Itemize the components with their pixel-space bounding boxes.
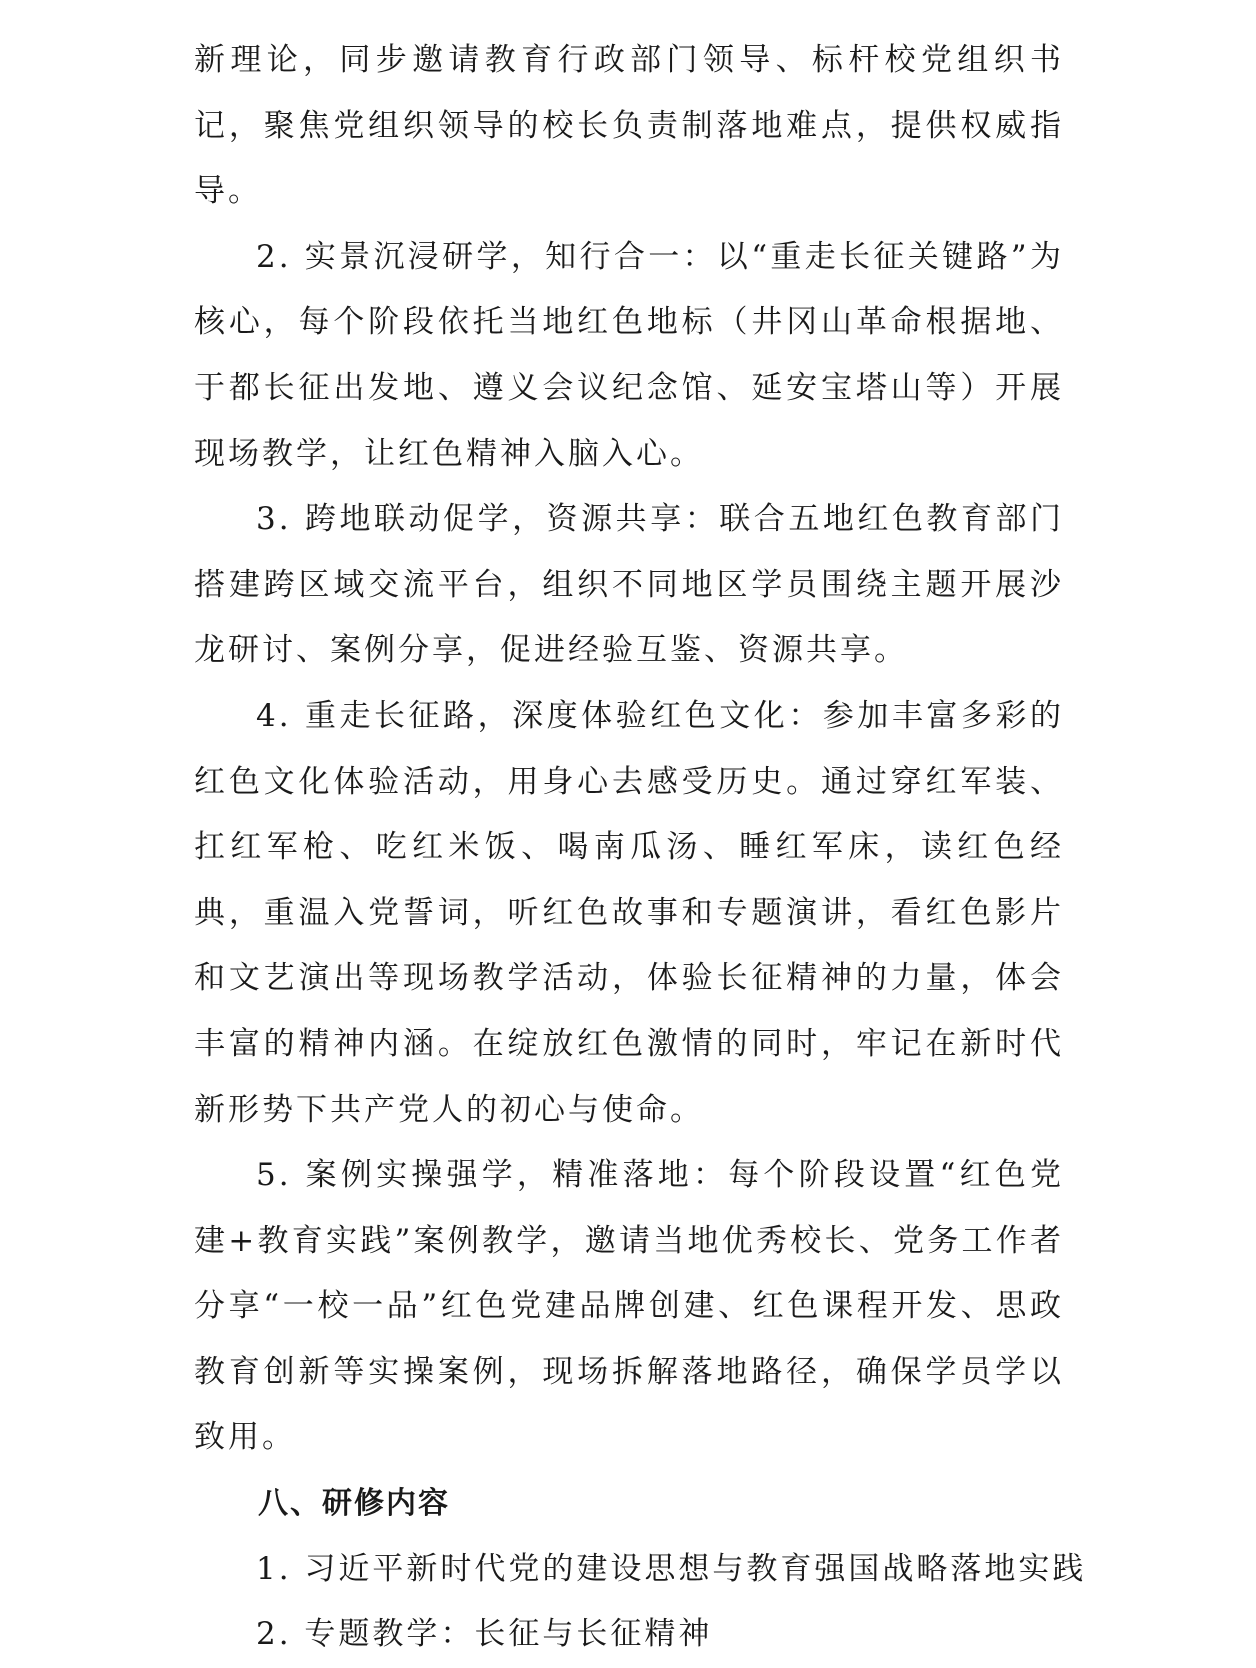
section-heading-study-content: 八、研修内容	[258, 1486, 450, 1522]
paragraph-point-3: 3. 跨地联动促学，资源共享：联合五地红色教育部门搭建跨区域交流平台，组织不同地区学员围绕主题开展沙龙研讨、案例分享，促进经验互鉴、资源共享。	[194, 501, 1064, 669]
paragraph-point-5: 5. 案例实操强学，精准落地：每个阶段设置“红色党建+教育实践”案例教学，邀请当地优秀校长、党务工作者分享“一校一品”红色党建品牌创建、红色课程开发、思政教育创新等实操案例，现场拆解落地路径，确保学员学以致用。	[194, 1157, 1064, 1456]
document-body	[194, 28, 1087, 1668]
content-item-2: 2. 专题教学：长征与长征精神	[256, 1616, 713, 1653]
paragraph-point-4: 4. 重走长征路，深度体验红色文化：参加丰富多彩的红色文化体验活动，用身心去感受历史。通过穿红军装、扛红军枪、吃红米饭、喝南瓜汤、睡红军床，读红色经典，重温入党誓词，听红色故事和专题演讲，看红色影片和文艺演出等现场教学活动，体验长征精神的力量，体会丰富的精神内涵。在绽放红色激情的同时，牢记在新时代新形势下共产党人的初心与使命。	[194, 697, 1064, 1128]
paragraph-point-2: 2. 实景沉浸研学，知行合一：以“重走长征关键路”为核心，每个阶段依托当地红色地标（井冈山革命根据地、于都长征出发地、遵义会议纪念馆、延安宝塔山等）开展现场教学，让红色精神入脑入心。	[194, 238, 1064, 472]
content-item-1: 1. 习近平新时代党的建设思想与教育强国战略落地实践	[256, 1550, 1087, 1587]
paragraph-intro-continuation: 新理论，同步邀请教育行政部门领导、标杆校党组织书记，聚焦党组织领导的校长负责制落地难点，提供权威指导。	[194, 42, 1064, 210]
